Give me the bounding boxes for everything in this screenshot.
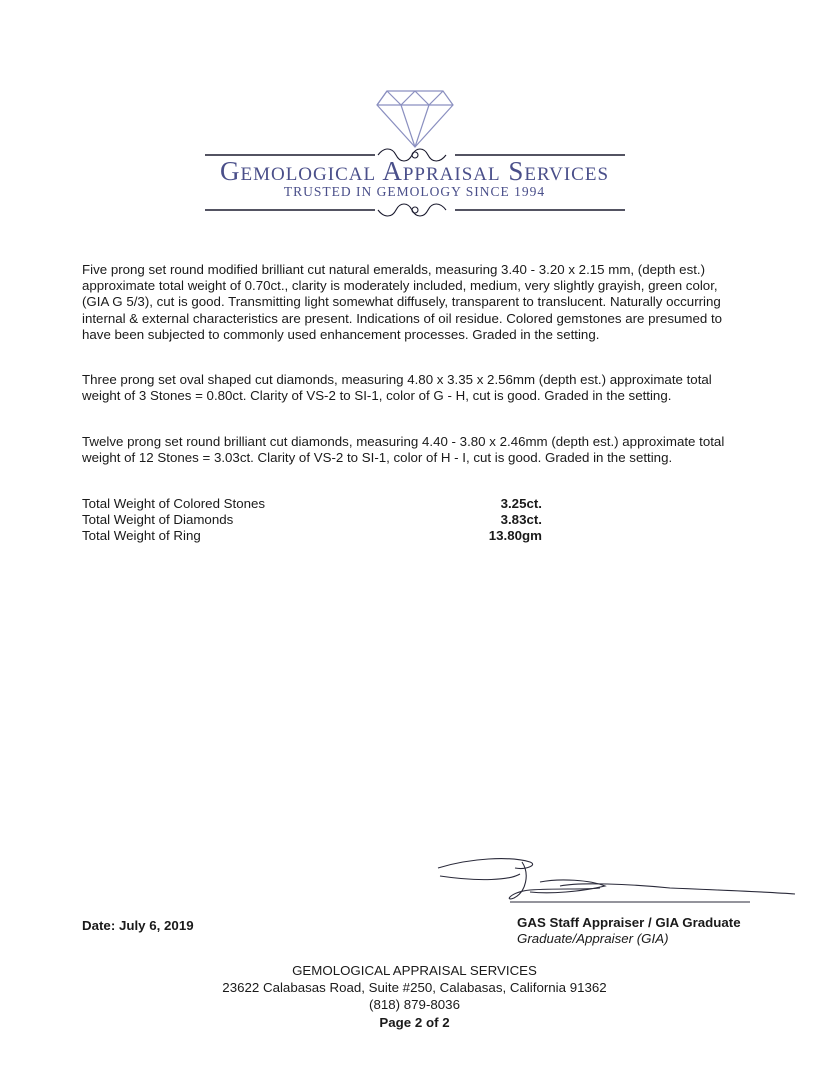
total-label: Total Weight of Ring [82,528,201,543]
company-tagline: TRUSTED IN GEMOLOGY SINCE 1994 [283,184,546,199]
total-value: 13.80gm [488,528,542,543]
footer [0,962,829,1031]
signature [430,852,800,912]
total-label: Total Weight of Diamonds [82,512,234,527]
weight-totals [82,496,542,544]
page-number: Page 2 of 2 [379,1015,450,1030]
round-diamond-description: Twelve prong set round brilliant cut diamonds, measuring 4.40 - 3.80 x 2.46mm (depth est.) approximate total weight of 12 Stones = 3.03ct. Clarity of VS-2 to SI-1, color of H - I, cut is good. Graded in the setting. [82,434,725,466]
oval-diamond-description: Three prong set oval shaped cut diamonds, measuring 4.80 x 3.35 x 2.56mm (depth est.) approximate total weight of 3 Stones = 0.80ct. Clarity of VS-2 to SI-1, color of G - H, cut is good. Graded in the setting. [82,372,712,404]
company-name: Gemological Appraisal Services [219,156,610,186]
footer-address: 23622 Calabasas Road, Suite #250, Calabasas, California 91362 [222,980,607,995]
total-value: 3.83ct. [500,512,542,527]
emerald-description: Five prong set round modified brilliant cut natural emeralds, measuring 3.40 - 3.20 x 2.15 mm, (depth est.) approximate total weight of 0.70ct., clarity is moderately included, medium, very slightly grayish, green color, (GIA G 5/3), cut is good. Transmitting light somewhat diffusely, transparent to translucent. Naturally occurring internal & external characteristics are present. Indications of oil residue. Colored gemstones are presumed to have been subjected to commonly used enhancement processes. Graded in the setting. [82,262,723,342]
appraisal-date: Date: July 6, 2019 [82,918,194,933]
total-row-diamonds [82,512,542,528]
appraiser-subtitle: Graduate/Appraiser (GIA) [517,931,669,946]
total-row-colored-stones [82,496,542,512]
diamond-icon [375,87,455,149]
total-label: Total Weight of Colored Stones [82,496,266,511]
footer-company-name: GEMOLOGICAL APPRAISAL SERVICES [292,963,537,978]
footer-phone: (818) 879-8036 [369,997,460,1012]
total-value: 3.25ct. [500,496,542,511]
total-row-ring [82,528,542,544]
appraiser-title: GAS Staff Appraiser / GIA Graduate [517,915,741,930]
bottom-ornament-line [200,200,630,222]
